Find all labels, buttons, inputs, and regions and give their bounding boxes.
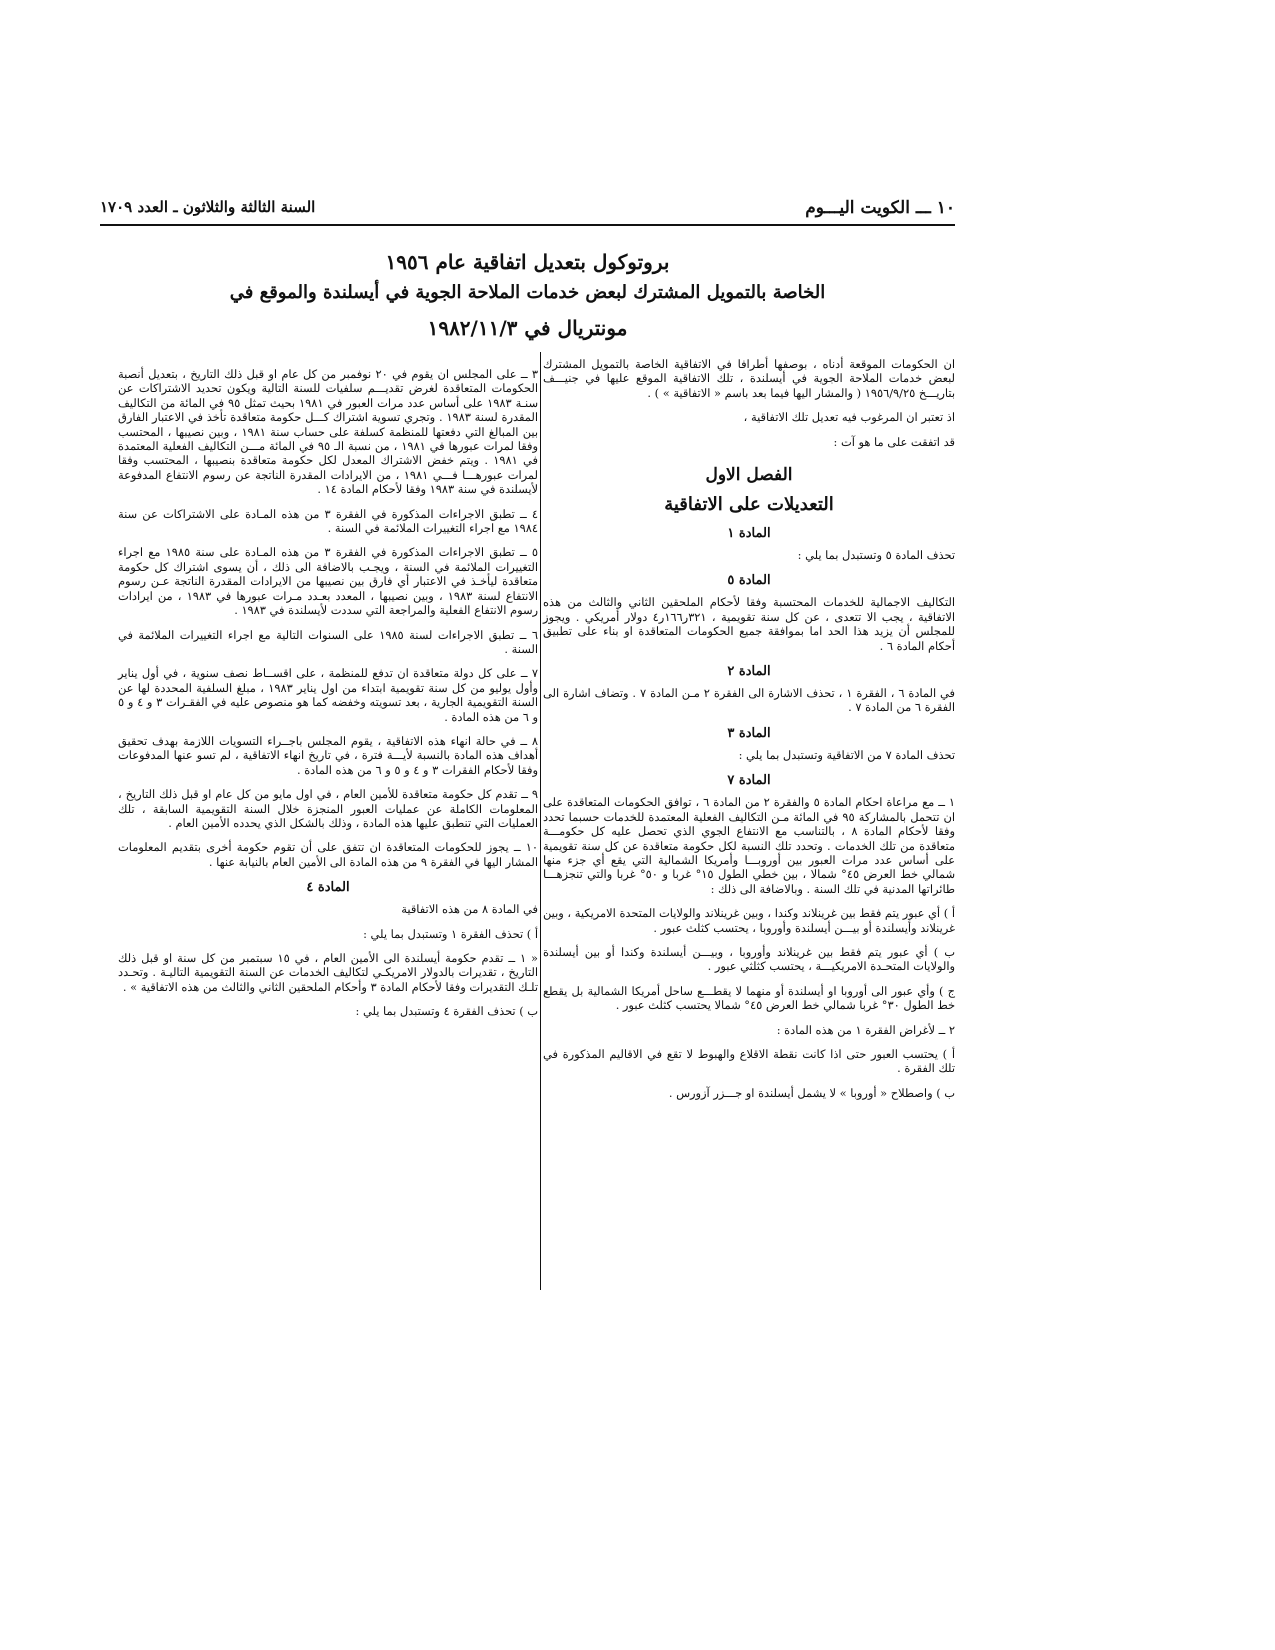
header-rule — [100, 224, 955, 226]
article-clause: ج ) وأي عبور الى أوروبا او أيسلندة أو منهما لا يقطـــع ساحل أمريكا الشمالية بل يقطع خط الطول ٣٠° غربا شمالي خط العرض ٤٥° شمالا يحتسب كثلث عبور . — [543, 983, 955, 1013]
issue-label: السنة الثالثة والثلاثون ـ العدد ١٧٠٩ — [100, 198, 316, 216]
article-paragraph: ٩ ــ تقدم كل حكومة متعاقدة للأمين العام ، في اول مايو من كل عام او قبل ذلك التاريخ ، المعلومات الكاملة عن عمليات العبور المنجزة خلال السنة التقويمية السابقة ، تلك العمليات التي تنطبق عليها هذه المادة ، وذلك بالشكل الذي يحدده الأمين العام . — [118, 787, 538, 830]
article-paragraph: ٨ ــ في حالة انهاء هذه الاتفاقية ، يقوم المجلس باجــراء التسويات اللازمة بهدف تحقيق أهداف هذه المادة بالنسبة لأيـــة فترة ، في تاريخ انهاء الاتفاقية ، لم تسو عنها المدفوعات وفقا لأحكام الفقرات ٣ و ٤ و ٥ و ٦ من هذه المادة . — [118, 733, 538, 777]
page-number-label: ١٠ ـــ الكويت اليـــوم — [805, 198, 955, 218]
title-line-2: الخاصة بالتمويل المشترك لبعض خدمات الملاحة الجوية في أيسلندة والموقع في — [229, 282, 826, 303]
article-heading: المادة ١ — [727, 526, 771, 542]
article-paragraph: ٤ ــ تطبق الاجراءات المذكورة في الفقرة ٣ من هذه المـادة على الاشتراكات عن سنة ١٩٨٤ مع اجراء التغييرات الملائمة في السنة . — [118, 506, 538, 536]
article-heading: المادة ٣ — [727, 725, 771, 741]
article-paragraph: ٣ ــ على المجلس ان يقوم في ٢٠ نوفمبر من كل عام او قبل ذلك التاريخ ، بتعديل أنصبة الحكومات المتعاقدة لغرض تقديـــم سلفيات للسنة التالية ويكون تحديد الاشتراكات عن سنـة ١٩٨٣ على أساس عدد مرات العبور في ١٩٨١ بحيث تمثل ٩٥ في المائة من التكاليف المقدرة لسنة ١٩٨٣ . وتجري تسوية اشتراك كـــل حكومة متعاقدة تأخذ في الاعتبار الفارق بين المبالغ التي دفعتها للمنظمة كسلفة على حساب سنة ١٩٨١ ، وبين نصيبها ، المحتسب وفقا لمرات عبورها في ١٩٨١ ، من نسبة الـ ٩٥ في المائة مـــن التكاليف الفعلية المعتمدة في ١٩٨١ . ويتم خفض الاشتراك المعدل لكل حكومة متعاقدة بنصيبها ، المحتسب وفقا لمرات عبورهـــا فـــي ١٩٨١ ، من الايرادات المقدرة الناتجة عن رسوم الانتفاع المدفوعة لأيسلندة في سنة ١٩٨٣ وفقا لأحكام المادة ١٤ . — [118, 367, 539, 497]
whereas-paragraph: اذ تعتبر ان المرغوب فيه تعديل تلك الاتفاقية ، — [743, 410, 955, 425]
article-text: التكاليف الاجمالية للخدمات المحتسبة وفقا لأحكام الملحقين الثاني والثالث من هذه الاتفاقية ، يجب الا تتعدى ، عن كل سنة تقويمية ، ٣٢١ر١٦٦ر٤ دولار أمريكي . ويجوز للمجلس أن يزيد هذا الحد اما بموافقة جميع الحكومات المتعاقدة او بناء على تطبيق أحكام المادة ٦ . — [543, 595, 956, 653]
page-header — [100, 198, 955, 222]
column-divider — [540, 352, 541, 1290]
right-column — [543, 357, 955, 1110]
chapter-subheading: التعديلات على الاتفاقية — [664, 494, 834, 516]
agreed-paragraph: قد اتفقت على ما هو آت : — [833, 434, 955, 449]
article-clause: ب ) تحذف الفقرة ٤ وتستبدل بما يلي : — [355, 1004, 538, 1019]
article-heading: المادة ٧ — [727, 773, 771, 789]
article-paragraph: ٥ ــ تطبق الاجراءات المذكورة في الفقرة ٣ من هذه المـادة على سنة ١٩٨٥ مع اجراء التغييرات الملائمة في السنة ، ويجـب بالاضافة الى ذلك ، أن يسوى اشتراك كل حكومة متعاقدة ليأخـذ في الاعتبار أي فارق بين نصيبها من الايرادات المقدرة الناتجة عـن رسوم الانتفاع لسنة ١٩٨٣ ، وبين نصيبها ، المعدد بعـدد مـرات عبورها في ١٩٨٣ ، من ايرادات رسوم الانتفاع الفعلية والمراجعة التي سددت لأيسلندة في ١٩٨٣ . — [118, 545, 539, 618]
left-column — [118, 367, 538, 1029]
article-heading: المادة ٢ — [727, 664, 771, 680]
article-paragraph: ٦ ــ تطبق الاجراءات لسنة ١٩٨٥ على السنوات التالية مع اجراء التغييرات الملائمة في السنة . — [118, 627, 538, 656]
article-heading: المادة ٤ — [306, 880, 350, 896]
chapter-heading: الفصل الاول — [705, 465, 793, 486]
article-clause: أ ) يحتسب العبور حتى اذا كانت نقطة الاقلاع والهبوط لا تقع في الاقاليم المذكورة في تلك الفقرة . — [543, 1046, 955, 1076]
intro-paragraph: ان الحكومات الموقعة أدناه ، بوصفها أطرافا في الاتفاقية الخاصة بالتمويل المشترك لبعض خدمات الملاحة الجوية في أيسلندة ، تلك الاتفاقية الموقع عليها في جنيـــف بتاريـــخ ١٩٥٦/٩/٢٥ ( والمشار اليها فيما بعد باسم « الاتفاقية » ) . — [543, 357, 955, 400]
article-text: في المادة ٨ من هذه الاتفاقية — [401, 902, 538, 917]
article-clause: ب ) أي عبور يتم فقط بين غرينلاند وأوروبا ، وبيـــن أيسلندة وكندا أو بين أيسلندة والولايات المتحـدة الامريكيـــة ، يحتسب كثلثي عبور . — [543, 944, 955, 974]
article-text: تحذف المادة ٥ وتستبدل بما يلي : — [797, 548, 955, 563]
article-paragraph: ١ ــ مع مراعاة احكام المادة ٥ والفقرة ٢ من المادة ٦ ، توافق الحكومات المتعاقدة على ان تتحمل بالمشاركة ٩٥ في المائة مـن التكاليف الفعلية المعتمدة للخدمات حسبما تحدد وفقا لأحكام المادة ٨ ، بالتناسب مع الانتفاع الجوي الذي تحصل عليه كل حكومـــة متعاقدة من تلك الخدمات . وتحدد تلك النسبة لكل حكومة متعاقدة عن كل سنة تقويمية على أساس عدد مرات العبور بين أوروبـــا وأمريكا الشمالية التي يقع أي جزء منها شمالي خط العرض ٤٥° شمالا ، بين خطي الطول ١٥° غربا و ٥٠° غربا والتي تنجزهـــا طائراتها المدنية في تلك السنة . وبالاضافة الى ذلك : — [543, 795, 955, 896]
article-paragraph: ٧ ــ على كل دولة متعاقدة ان تدفع للمنظمة ، على اقســاط نصف سنوية ، في أول يناير وأول يوليو من كل سنة تقويمية ابتداء من اول يناير ١٩٨٣ ، مبلغ السلفية المحددة لها عن السنة التقويمية الجارية ، بعد تسويته وخفضه كما هو منصوص عليه في الفقـرات ٣ و ٤ و ٥ و ٦ من هذه المادة . — [118, 666, 538, 724]
article-clause: أ ) تحذف الفقرة ١ وتستبدل بما يلي : — [363, 926, 538, 941]
article-paragraph: ٢ ــ لأغراض الفقرة ١ من هذه المادة : — [776, 1022, 955, 1037]
article-text: تحذف المادة ٧ من الاتفاقية وتستبدل بما يلي : — [738, 747, 955, 762]
article-clause: ب ) واصطلاح « أوروبا » لا يشمل أيسلندة او جـــزر آزورس . — [668, 1085, 955, 1100]
article-paragraph: ١٠ ــ يجوز للحكومات المتعاقدة ان تتفق على أن تقوم حكومة أخرى بتقديم المعلومات المشار اليها في الفقرة ٩ من هذه المادة الى الأمين العام بالنيابة عنها . — [118, 840, 538, 869]
article-heading: المادة ٥ — [727, 573, 771, 589]
article-paragraph: « ١ ــ تقدم حكومة أيسلندة الى الأمين العام ، في ١٥ سبتمبر من كل سنة او قبل ذلك التاريخ ، تقديرات بالدولار الامريكـي لتكاليف الخدمات عن السنة التقويمية التاليـة . وتحـدد تلـك التقديرات وفقا لأحكام المادة ٣ وأحكام الملحقين الثاني والثالث من هذه الاتفاقية » . — [118, 951, 538, 994]
article-clause: أ ) أي عبور يتم فقط بين غرينلاند وكندا ، وبين غرينلاند والولايات المتحدة الامريكية ، وبين غرينلاند وأيسلندة أو بيـــن أيسلندة وأوروبا ، يحتسب كثلث عبور . — [543, 906, 955, 935]
title-line-1: بروتوكول بتعديل اتفاقية عام ١٩٥٦ — [385, 250, 670, 274]
article-text: في المادة ٦ ، الفقرة ١ ، تحذف الاشارة الى الفقرة ٢ مـن المادة ٧ . وتضاف اشارة الى الفقرة ٦ من المادة ٧ . — [543, 686, 955, 715]
title-line-3: مونتريال في ١٩٨٢/١١/٣ — [427, 316, 628, 340]
